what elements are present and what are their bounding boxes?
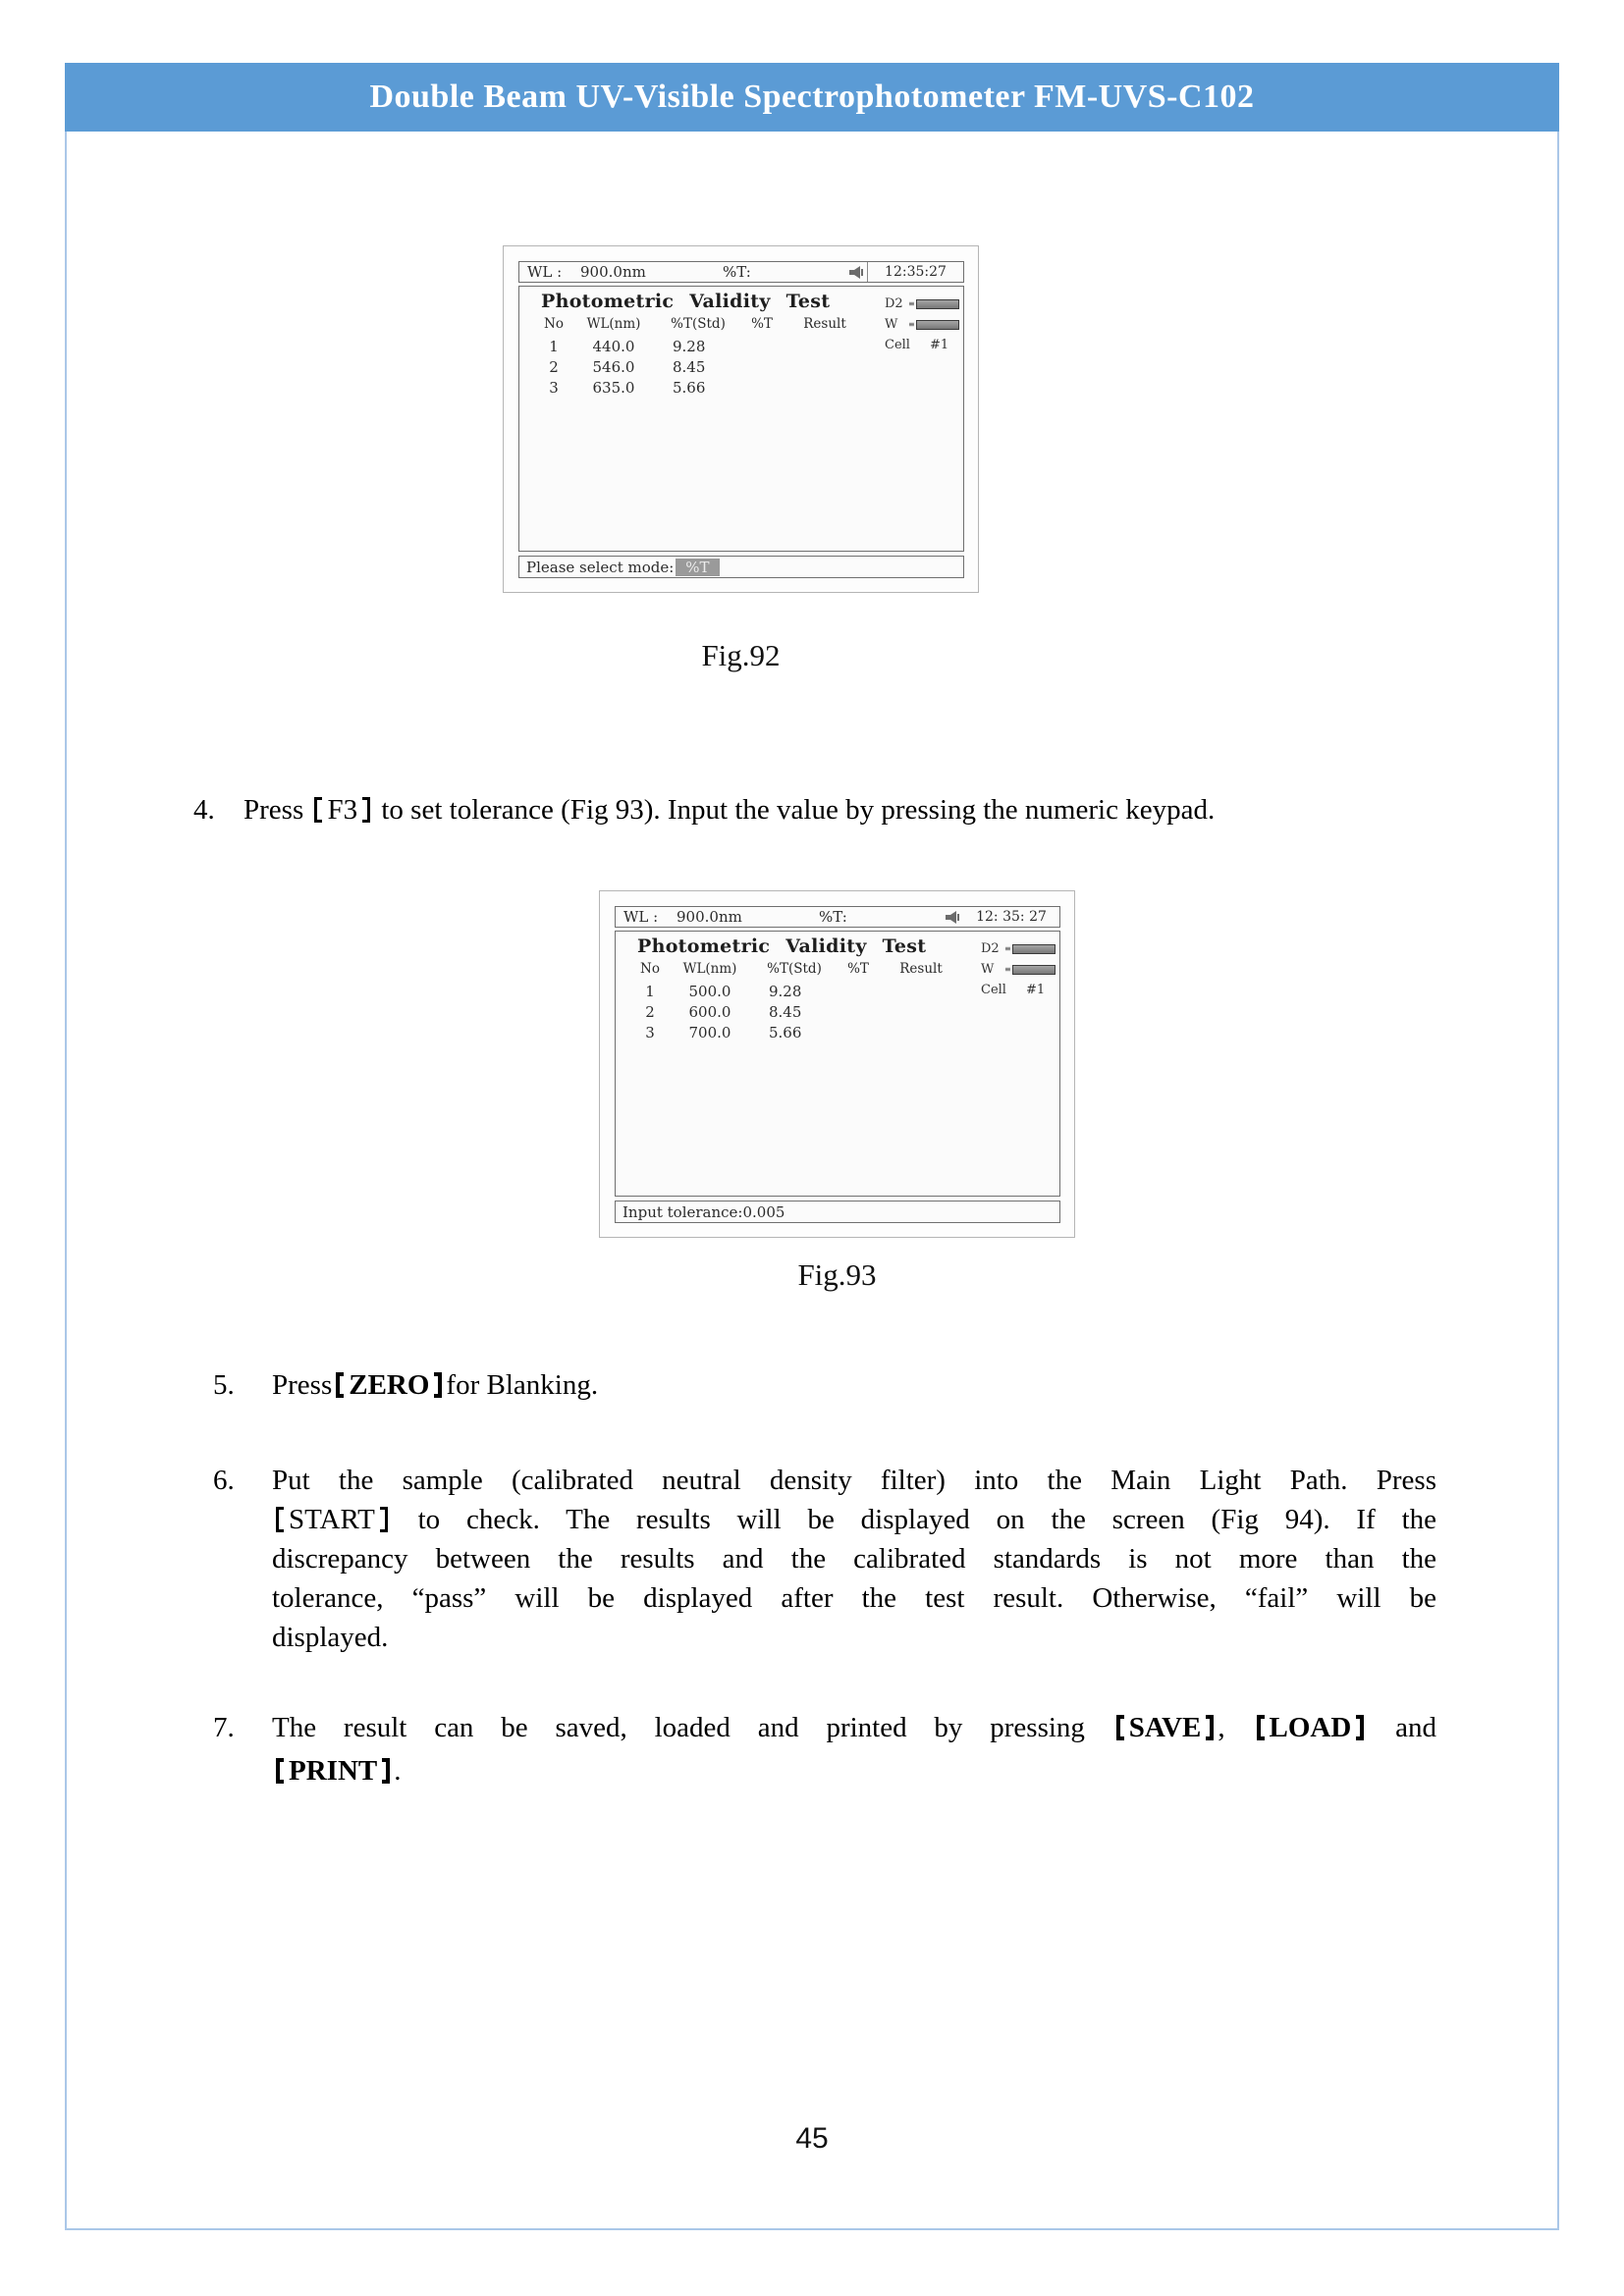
cell-indicator <box>981 983 1056 997</box>
cell-wl: 440.0 <box>592 338 635 355</box>
paragraph-line: tolerance, “pass” will be displayed after the test result. Otherwise, “fail” will be <box>272 1582 1436 1614</box>
paragraph-line: discrepancy between the results and the calibrated standards is not more than the <box>272 1543 1436 1575</box>
status-label: Input tolerance:0.005 <box>623 1202 785 1221</box>
d2-lamp-label: D2 <box>885 296 903 311</box>
instruction-step-5 <box>272 1369 1436 1402</box>
instruction-step-4 <box>244 794 1436 827</box>
d2-lamp-row <box>981 938 1056 959</box>
list-number: 7. <box>213 1712 235 1743</box>
col-result: Result <box>803 316 846 332</box>
col-result: Result <box>899 961 943 977</box>
d2-lamp-bar <box>916 299 959 309</box>
wavelength-value: 900.0nm <box>580 263 646 281</box>
table-row <box>635 1024 834 1041</box>
wavelength-label: WL : <box>527 263 563 281</box>
cell-no: 1 <box>645 983 655 1000</box>
cell-std: 8.45 <box>769 1003 802 1021</box>
screen-title: Photometric Validity Test <box>637 935 927 957</box>
cell-no: 3 <box>645 1024 655 1041</box>
col-no: No <box>640 961 660 977</box>
lamp-indicators <box>885 294 959 352</box>
figure-93-caption: Fig.93 <box>797 1257 877 1292</box>
lcd-message-bar <box>615 1201 1060 1223</box>
cell-wl: 546.0 <box>592 358 635 376</box>
col-tstd: %T(Std) <box>767 961 822 977</box>
cell-label: Cell <box>981 983 1006 997</box>
lamp-equals-icon: ≡ <box>908 299 915 308</box>
speaker-icon <box>849 266 864 279</box>
cell-wl: 500.0 <box>688 983 731 1000</box>
col-wl: WL(nm) <box>682 961 737 977</box>
cell-std: 5.66 <box>673 379 706 397</box>
instruction-step-7 <box>272 1706 1436 1792</box>
col-t: %T <box>847 961 869 977</box>
lcd-top-status-bar <box>615 906 1060 928</box>
paragraph-line: Put the sample (calibrated neutral density filter) into the Main Light Path. Press <box>272 1465 1436 1496</box>
paragraph-line: The result can be saved, loaded and printed by pressing SAVE , LOAD and <box>272 1712 1437 1743</box>
w-lamp-label: W <box>885 317 898 332</box>
lcd-main-area <box>518 286 964 552</box>
cell-std: 9.28 <box>673 338 706 355</box>
cell-value: #1 <box>929 338 949 352</box>
figure-93-lcd-screenshot <box>599 890 1075 1238</box>
screen-title: Photometric Validity Test <box>541 291 831 312</box>
status-highlighted-value: %T <box>676 559 719 576</box>
cell-indicator <box>885 338 959 352</box>
w-lamp-row <box>981 959 1056 980</box>
col-tstd: %T(Std) <box>671 316 726 332</box>
table-header <box>539 316 863 332</box>
lcd-main-area <box>615 931 1060 1197</box>
cell-std: 5.66 <box>769 1024 802 1041</box>
cell-value: #1 <box>1025 983 1046 997</box>
instruction-step-6 <box>272 1461 1436 1657</box>
table-row <box>539 338 737 355</box>
list-number: 5. <box>213 1369 235 1401</box>
page-number: 45 <box>795 2122 829 2155</box>
clock-display: 12:35:27 <box>867 262 963 282</box>
figure-92-lcd-screenshot <box>503 245 979 593</box>
lcd-message-bar <box>518 556 964 578</box>
cell-no: 2 <box>549 358 559 376</box>
cell-no: 2 <box>645 1003 655 1021</box>
d2-lamp-label: D2 <box>981 941 1000 956</box>
cell-wl: 700.0 <box>688 1024 731 1041</box>
col-t: %T <box>751 316 773 332</box>
w-lamp-label: W <box>981 962 995 977</box>
cell-label: Cell <box>885 338 910 352</box>
w-lamp-bar <box>916 320 959 330</box>
list-number: 4. <box>193 794 215 826</box>
col-no: No <box>544 316 564 332</box>
mode-label: %T: <box>723 263 751 281</box>
d2-lamp-bar <box>1012 944 1056 954</box>
clock-display: 12: 35: 27 <box>976 909 1047 925</box>
page-header <box>65 63 1559 132</box>
lamp-indicators <box>981 938 1056 997</box>
table-row <box>539 358 737 376</box>
lamp-equals-icon: ≡ <box>1004 944 1011 953</box>
w-lamp-bar <box>1012 965 1056 975</box>
table-row <box>635 983 834 1000</box>
wavelength-label: WL : <box>623 908 659 926</box>
col-wl: WL(nm) <box>586 316 641 332</box>
status-label: Please select mode: <box>526 558 675 576</box>
paragraph-line: displayed. <box>272 1622 389 1653</box>
w-lamp-row <box>885 314 959 335</box>
list-number: 6. <box>213 1465 235 1496</box>
paragraph-line: START to check. The results will be displayed on the screen (Fig 94). If the <box>272 1500 1436 1539</box>
lamp-equals-icon: ≡ <box>1004 965 1011 974</box>
figure-92-caption: Fig.92 <box>701 638 781 672</box>
paragraph-line: Press F3 to set tolerance (Fig 93). Input the value by pressing the numeric keypad. <box>244 794 1216 826</box>
cell-std: 9.28 <box>769 983 802 1000</box>
cell-wl: 635.0 <box>592 379 635 397</box>
cell-no: 3 <box>549 379 559 397</box>
paragraph-line: Press ZERO for Blanking. <box>272 1369 599 1401</box>
table-header <box>635 961 959 977</box>
table-row <box>635 1003 834 1021</box>
speaker-icon <box>946 911 960 924</box>
cell-no: 1 <box>549 338 559 355</box>
cell-std: 8.45 <box>673 358 706 376</box>
lamp-equals-icon: ≡ <box>908 320 915 329</box>
table-row <box>539 379 737 397</box>
paragraph-line: PRINT . <box>272 1749 1436 1792</box>
cell-wl: 600.0 <box>688 1003 731 1021</box>
lcd-top-status-bar <box>518 261 964 283</box>
mode-label: %T: <box>819 908 847 926</box>
wavelength-value: 900.0nm <box>677 908 742 926</box>
document-title: Double Beam UV-Visible Spectrophotometer FM-UVS-C102 <box>369 79 1255 115</box>
d2-lamp-row <box>885 294 959 314</box>
